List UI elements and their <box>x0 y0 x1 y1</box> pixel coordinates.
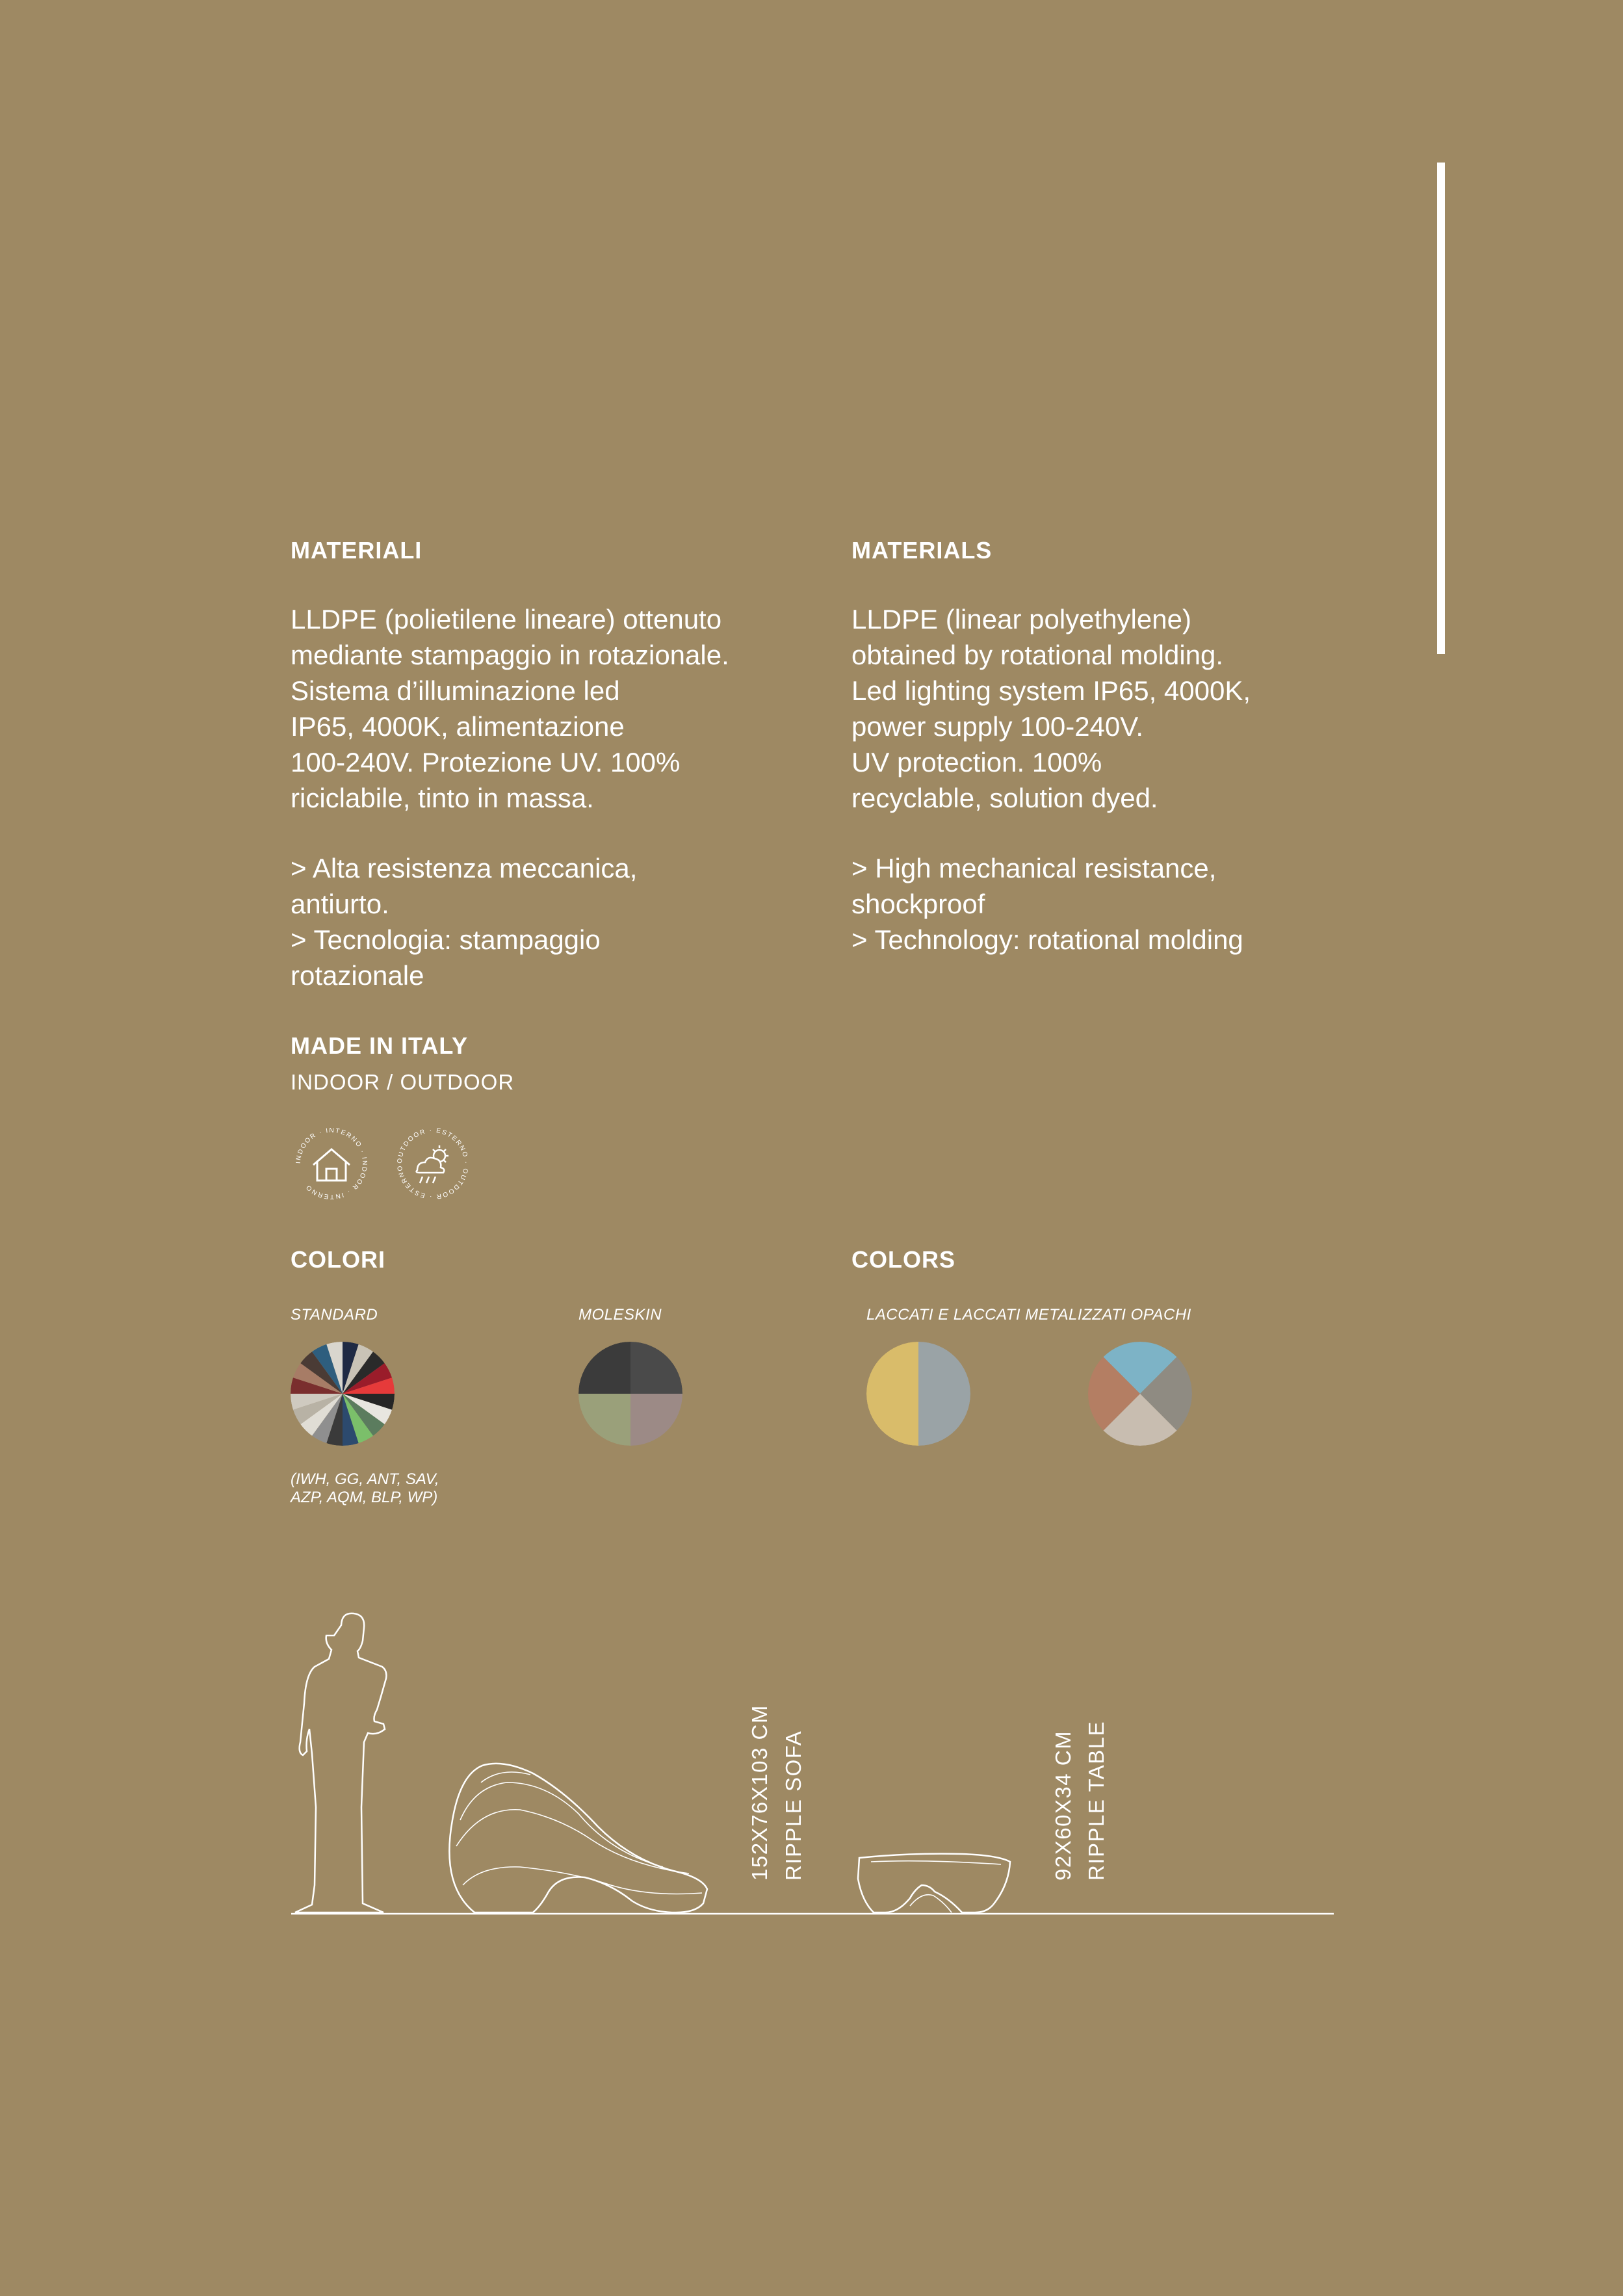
indoor-house-icon <box>292 1125 370 1203</box>
moleskin-label: MOLESKIN <box>578 1306 662 1324</box>
table-size-label: 92X60X34 CM <box>1051 1730 1075 1881</box>
product-scale-drawing <box>286 1612 1339 1924</box>
moleskin-color-wedge <box>578 1342 630 1394</box>
table-name-label: RIPPLE TABLE <box>1084 1720 1108 1881</box>
standard-color-swatch <box>291 1342 395 1446</box>
metallic-color-swatch <box>1088 1342 1192 1446</box>
sofa-size-label: 152X76X103 CM <box>747 1704 772 1881</box>
moleskin-color-wedge <box>630 1342 682 1394</box>
outdoor-weather-icon <box>394 1125 472 1203</box>
made-in-italy: MADE IN ITALY <box>291 1032 469 1059</box>
standard-color-codes: (IWH, GG, ANT, SAV, AZP, AQM, BLP, WP) <box>291 1470 439 1506</box>
colori-heading: COLORI <box>291 1246 385 1273</box>
svg-text:INDOOR · INTERNO · INDOOR · IN: INDOOR · INTERNO · INDOOR · INTERNO <box>294 1127 369 1201</box>
lacquer-color-wedge <box>918 1342 970 1446</box>
vertical-accent-bar <box>1437 163 1445 654</box>
materiali-body: LLDPE (polietilene lineare) ottenuto mediante stampaggio in rotazionale. Sistema d’illuminazione led IP65, 4000K, alimentazione 100-240V. Protezione UV. 100% riciclabile, tinto in massa. <box>291 604 729 813</box>
human-silhouette <box>295 1613 386 1912</box>
moleskin-color-swatch <box>578 1342 682 1446</box>
ripple-sofa-drawing <box>449 1764 707 1912</box>
materiali-heading: MATERIALI <box>291 537 422 564</box>
indoor-outdoor-label: INDOOR / OUTDOOR <box>291 1070 515 1094</box>
moleskin-color-wedge <box>578 1394 630 1446</box>
materials-features: > High mechanical resistance, shockproof > Technology: rotational molding <box>851 853 1243 955</box>
colors-heading: COLORS <box>851 1246 956 1273</box>
ripple-table-drawing <box>858 1854 1010 1912</box>
lacquered-label: LACCATI E LACCATI METALIZZATI OPACHI <box>866 1306 1191 1324</box>
moleskin-color-wedge <box>630 1394 682 1446</box>
sofa-name-label: RIPPLE SOFA <box>781 1730 805 1881</box>
svg-text:OUTDOOR · ESTERNO · OUTDOOR ·: OUTDOOR · ESTERNO · OUTDOOR · ESTERNO <box>396 1127 470 1201</box>
lacquer-color-wedge <box>866 1342 918 1446</box>
materiali-features: > Alta resistenza meccanica, antiurto. > Tecnologia: stampaggio rotazionale <box>291 853 638 991</box>
lacquer-color-swatch <box>866 1342 970 1446</box>
materials-body: LLDPE (linear polyethylene) obtained by rotational molding. Led lighting system IP65, 4000K, power supply 100-240V. UV protection. 100% recyclable, solution dyed. <box>851 604 1251 813</box>
standard-label: STANDARD <box>291 1306 378 1324</box>
materials-heading: MATERIALS <box>851 537 993 564</box>
